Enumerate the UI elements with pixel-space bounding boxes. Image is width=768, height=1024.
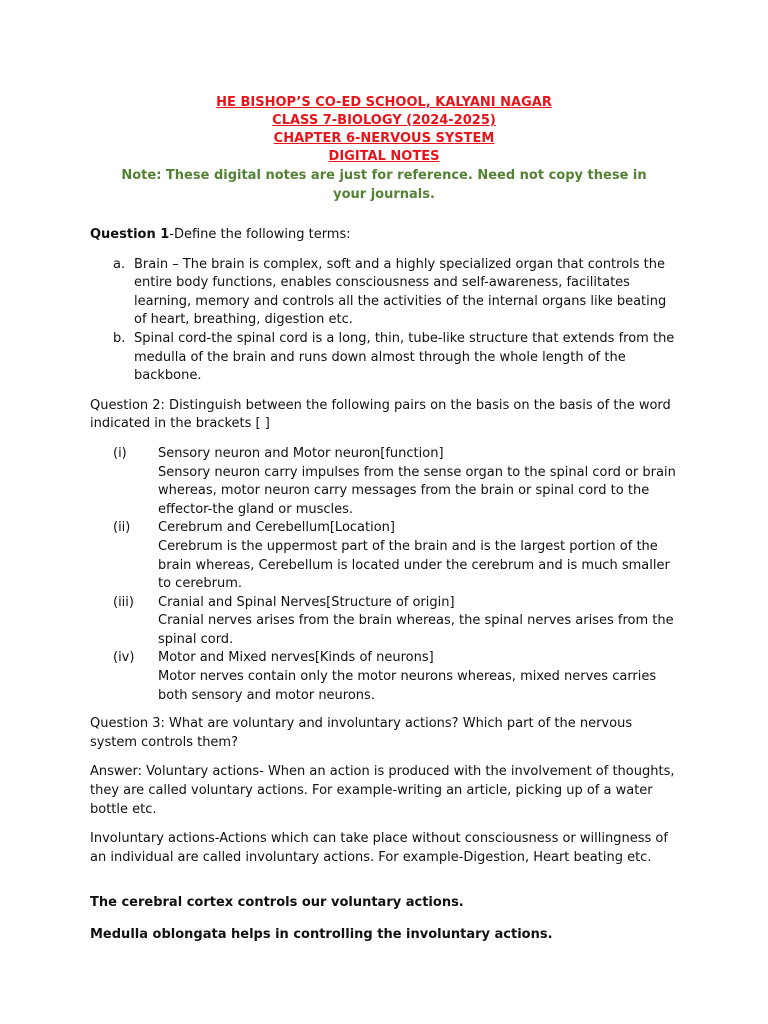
question-2: Question 2: Distinguish between the following pairs on the basis on the basis of the word indicated in the brackets [ ] — [90, 397, 671, 432]
question-3: Question 3: What are voluntary and involuntary actions? Which part of the nervous system controls them? — [90, 716, 633, 750]
list-marker: b. — [113, 330, 126, 346]
question-1 — [90, 226, 680, 245]
pair-title: Sensory neuron and Motor neuron[function] — [158, 445, 444, 461]
definition-brain: Brain – The brain is complex, soft and a highly specialized organ that controls the entire body functions, enables consciousness and self-awareness, facilitates learning, memory and controls all the activities of the internal organs like beating of heart, breathing, digestion etc. — [134, 256, 667, 328]
definition-spinal-cord: Spinal cord-the spinal cord is a long, thin, tube-like structure that extends from the medulla of the brain and runs down almost through the whole length of the backbone. — [134, 330, 675, 384]
question-1-text: -Define the following terms: — [169, 227, 351, 242]
list-item — [90, 519, 680, 593]
notes-label: DIGITAL NOTES — [328, 149, 440, 164]
document-body — [90, 226, 680, 945]
reference-note: Note: These digital notes are just for reference. Need not copy these in your journals. — [121, 168, 647, 202]
conclusion-medulla: Medulla oblongata helps in controlling the involuntary actions. — [90, 927, 553, 942]
chapter-title: CHAPTER 6-NERVOUS SYSTEM — [273, 131, 495, 146]
pair-answer: Motor nerves contain only the motor neurons whereas, mixed nerves carries both sensory and motor neurons. — [158, 669, 657, 703]
definitions-list — [90, 256, 680, 386]
list-marker: (iv) — [113, 650, 135, 666]
list-item — [90, 445, 680, 519]
answer-voluntary: Answer: Voluntary actions- When an action is produced with the involvement of thoughts, they are called voluntary actions. For example-writing an article, picking up of a water bottle etc. — [90, 764, 675, 817]
answer-involuntary: Involuntary actions-Actions which can take place without consciousness or willingness of an individual are called involuntary actions. For example-Digestion, Heart beating etc. — [90, 831, 668, 865]
list-marker: (i) — [113, 445, 127, 461]
list-marker: (iii) — [113, 594, 134, 610]
distinguish-list — [90, 445, 680, 705]
pair-answer: Cranial nerves arises from the brain whereas, the spinal nerves arises from the spinal cord. — [158, 613, 674, 647]
list-marker: (ii) — [113, 520, 131, 536]
pair-title: Motor and Mixed nerves[Kinds of neurons] — [158, 650, 434, 666]
list-item — [90, 256, 680, 330]
conclusion-cortex: The cerebral cortex controls our voluntary actions. — [90, 895, 464, 911]
list-item — [90, 594, 680, 650]
list-marker: a. — [113, 256, 126, 272]
class-line: CLASS 7-BIOLOGY (2024-2025) — [272, 113, 496, 128]
question-1-label: Question 1 — [90, 227, 170, 242]
pair-answer: Sensory neuron carry impulses from the sense organ to the spinal cord or brain whereas, motor neuron carry messages from the brain or spinal cord to the effector-the gland or muscles. — [158, 464, 676, 517]
pair-answer: Cerebrum is the uppermost part of the brain and is the largest portion of the brain whereas, Cerebellum is located under the cerebrum and is much smaller to cerebrum. — [158, 538, 670, 592]
list-item — [90, 330, 680, 386]
document-header — [0, 94, 768, 204]
pair-title: Cranial and Spinal Nerves[Structure of origin] — [158, 594, 455, 610]
list-item — [90, 649, 680, 705]
school-name: HE BISHOP’S CO-ED SCHOOL, KALYANI NAGAR — [216, 95, 552, 110]
pair-title: Cerebrum and Cerebellum[Location] — [158, 520, 395, 536]
